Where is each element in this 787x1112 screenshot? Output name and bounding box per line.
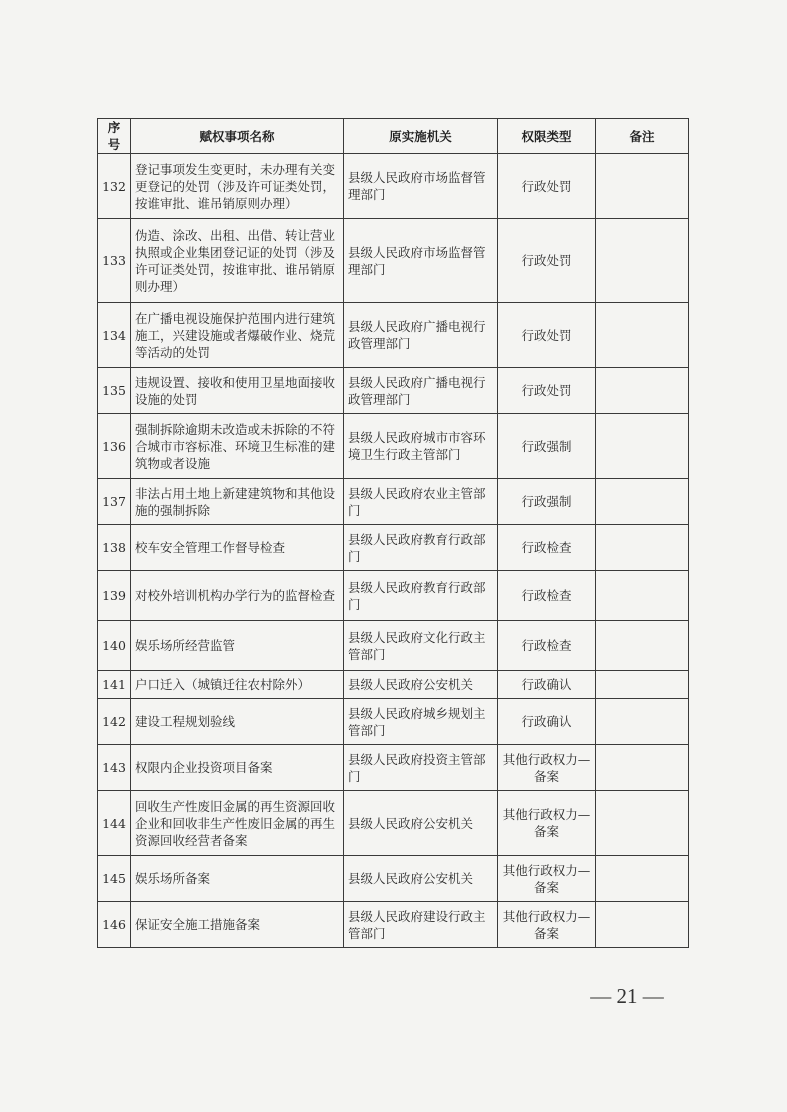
authority-type: 行政处罚	[498, 154, 596, 219]
item-name: 非法占用土地上新建建筑物和其他设施的强制拆除	[131, 479, 344, 525]
remarks	[596, 745, 689, 791]
original-agency: 县级人民政府建设行政主管部门	[344, 902, 498, 948]
remarks	[596, 479, 689, 525]
table-body	[98, 154, 689, 948]
original-agency: 县级人民政府公安机关	[344, 791, 498, 856]
original-agency: 县级人民政府市场监督管理部门	[344, 219, 498, 303]
item-name: 回收生产性废旧金属的再生资源回收企业和回收非生产性废旧金属的再生资源回收经营者备案	[131, 791, 344, 856]
authority-type: 其他行政权力—备案	[498, 856, 596, 902]
authority-type: 行政强制	[498, 479, 596, 525]
table-row	[98, 571, 689, 621]
authority-type: 行政处罚	[498, 368, 596, 414]
row-number: 143	[98, 745, 131, 791]
header-type: 权限类型	[498, 119, 596, 154]
table-header-row	[98, 119, 689, 154]
remarks	[596, 621, 689, 671]
authority-type: 行政处罚	[498, 219, 596, 303]
table-row	[98, 671, 689, 699]
original-agency: 县级人民政府城市市容环境卫生行政主管部门	[344, 414, 498, 479]
table-row	[98, 368, 689, 414]
table-row	[98, 414, 689, 479]
remarks	[596, 671, 689, 699]
header-name: 赋权事项名称	[131, 119, 344, 154]
remarks	[596, 699, 689, 745]
page-number: — 21 —	[590, 984, 664, 1008]
table-row	[98, 621, 689, 671]
remarks	[596, 571, 689, 621]
authority-type: 行政确认	[498, 699, 596, 745]
remarks	[596, 303, 689, 368]
remarks	[596, 525, 689, 571]
row-number: 135	[98, 368, 131, 414]
header-note: 备注	[596, 119, 689, 154]
original-agency: 县级人民政府广播电视行政管理部门	[344, 368, 498, 414]
remarks	[596, 414, 689, 479]
item-name: 娱乐场所经营监管	[131, 621, 344, 671]
row-number: 145	[98, 856, 131, 902]
authority-type: 行政检查	[498, 621, 596, 671]
original-agency: 县级人民政府公安机关	[344, 671, 498, 699]
table-row	[98, 745, 689, 791]
remarks	[596, 791, 689, 856]
table-row	[98, 902, 689, 948]
authority-type: 其他行政权力—备案	[498, 745, 596, 791]
remarks	[596, 154, 689, 219]
remarks	[596, 368, 689, 414]
remarks	[596, 219, 689, 303]
item-name: 登记事项发生变更时，未办理有关变更登记的处罚（涉及许可证类处罚，按谁审批、谁吊销原则办理）	[131, 154, 344, 219]
authority-table	[97, 118, 689, 948]
table-row	[98, 856, 689, 902]
row-number: 142	[98, 699, 131, 745]
remarks	[596, 902, 689, 948]
row-number: 139	[98, 571, 131, 621]
item-name: 对校外培训机构办学行为的监督检查	[131, 571, 344, 621]
table-row	[98, 219, 689, 303]
authority-type: 行政处罚	[498, 303, 596, 368]
item-name: 在广播电视设施保护范围内进行建筑施工，兴建设施或者爆破作业、烧荒等活动的处罚	[131, 303, 344, 368]
original-agency: 县级人民政府市场监督管理部门	[344, 154, 498, 219]
original-agency: 县级人民政府城乡规划主管部门	[344, 699, 498, 745]
table-row	[98, 525, 689, 571]
item-name: 娱乐场所备案	[131, 856, 344, 902]
row-number: 132	[98, 154, 131, 219]
remarks	[596, 856, 689, 902]
row-number: 136	[98, 414, 131, 479]
item-name: 校车安全管理工作督导检查	[131, 525, 344, 571]
original-agency: 县级人民政府农业主管部门	[344, 479, 498, 525]
row-number: 133	[98, 219, 131, 303]
original-agency: 县级人民政府教育行政部门	[344, 525, 498, 571]
row-number: 140	[98, 621, 131, 671]
row-number: 144	[98, 791, 131, 856]
table-row	[98, 154, 689, 219]
item-name: 户口迁入（城镇迁往农村除外）	[131, 671, 344, 699]
table-row	[98, 479, 689, 525]
authority-type: 行政检查	[498, 571, 596, 621]
item-name: 伪造、涂改、出租、出借、转让营业执照或企业集团登记证的处罚（涉及许可证类处罚，按谁审批、谁吊销原则办理）	[131, 219, 344, 303]
item-name: 保证安全施工措施备案	[131, 902, 344, 948]
row-number: 141	[98, 671, 131, 699]
row-number: 138	[98, 525, 131, 571]
authority-type: 行政确认	[498, 671, 596, 699]
row-number: 146	[98, 902, 131, 948]
original-agency: 县级人民政府文化行政主管部门	[344, 621, 498, 671]
authority-type: 其他行政权力—备案	[498, 902, 596, 948]
table-row	[98, 303, 689, 368]
item-name: 建设工程规划验线	[131, 699, 344, 745]
original-agency: 县级人民政府公安机关	[344, 856, 498, 902]
original-agency: 县级人民政府广播电视行政管理部门	[344, 303, 498, 368]
header-no: 序号	[98, 119, 131, 154]
item-name: 强制拆除逾期未改造或未拆除的不符合城市市容标准、环境卫生标准的建筑物或者设施	[131, 414, 344, 479]
original-agency: 县级人民政府教育行政部门	[344, 571, 498, 621]
authority-type: 行政检查	[498, 525, 596, 571]
authority-type: 行政强制	[498, 414, 596, 479]
item-name: 违规设置、接收和使用卫星地面接收设施的处罚	[131, 368, 344, 414]
original-agency: 县级人民政府投资主管部门	[344, 745, 498, 791]
row-number: 137	[98, 479, 131, 525]
table-row	[98, 791, 689, 856]
table-row	[98, 699, 689, 745]
item-name: 权限内企业投资项目备案	[131, 745, 344, 791]
header-agency: 原实施机关	[344, 119, 498, 154]
row-number: 134	[98, 303, 131, 368]
authority-type: 其他行政权力—备案	[498, 791, 596, 856]
